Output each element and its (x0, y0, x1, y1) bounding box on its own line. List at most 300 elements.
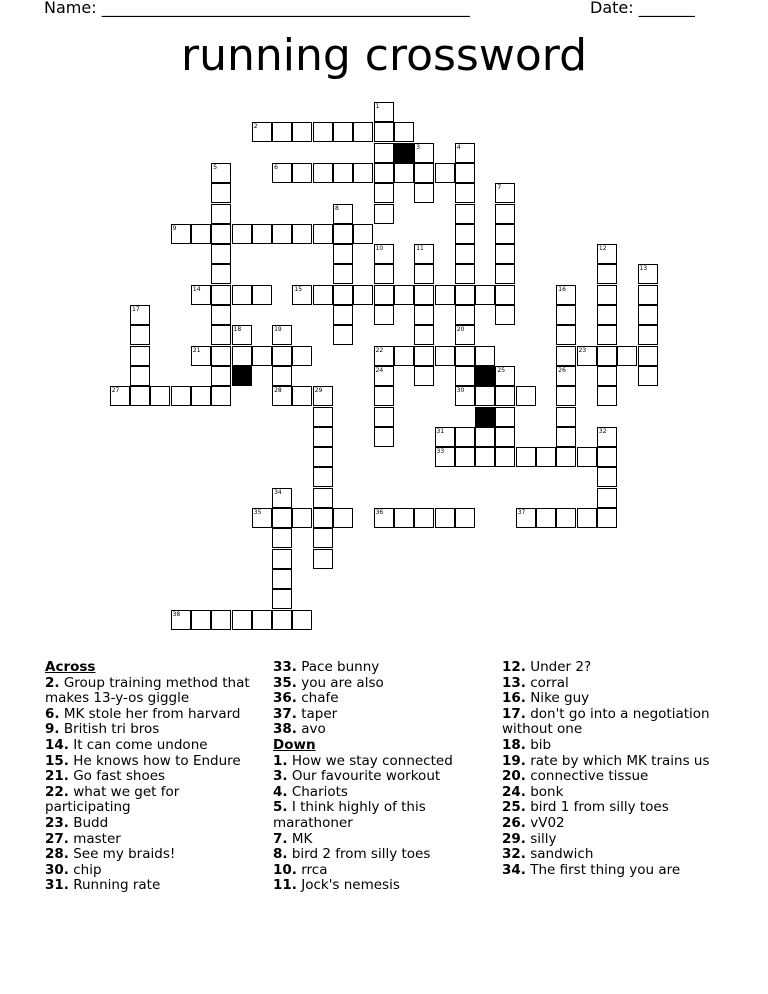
crossword-cell[interactable] (638, 305, 658, 325)
crossword-cell[interactable] (272, 549, 292, 569)
crossword-cell[interactable] (211, 610, 231, 630)
crossword-cell[interactable] (313, 122, 333, 142)
crossword-cell[interactable] (333, 264, 353, 284)
clue-item (502, 769, 722, 785)
crossword-cell[interactable] (597, 366, 617, 386)
clue-number: 7 (497, 184, 502, 192)
crossword-cell[interactable] (292, 610, 312, 630)
black-cell (232, 366, 252, 386)
crossword-cell[interactable] (556, 285, 576, 305)
clue-number: 13 (639, 265, 648, 273)
crossword-cell[interactable] (556, 346, 576, 366)
clue-column-1 (45, 660, 250, 894)
crossword-cell[interactable] (292, 163, 312, 183)
clue-text: sandwich (525, 846, 594, 863)
crossword-cell[interactable] (577, 346, 597, 366)
clue-text: corral (525, 674, 569, 691)
clue-number: 30 (456, 387, 465, 395)
page-title: running crossword (180, 30, 587, 81)
crossword-cell[interactable] (313, 224, 333, 244)
clue-number: 11 (416, 245, 424, 253)
clue-item (45, 722, 250, 738)
crossword-cell[interactable] (130, 366, 150, 386)
crossword-cell[interactable] (353, 122, 373, 142)
crossword-cell[interactable] (292, 285, 312, 305)
crossword-cell[interactable] (211, 204, 231, 224)
crossword-cell[interactable] (414, 163, 434, 183)
clue-number: 4 (456, 143, 461, 151)
crossword-cell[interactable] (374, 204, 394, 224)
clue-number: 22 (375, 346, 384, 354)
clue-number: 17 (132, 306, 140, 313)
crossword-cell[interactable] (374, 163, 394, 183)
crossword-cell[interactable] (313, 285, 333, 305)
crossword-cell[interactable] (495, 224, 515, 244)
crossword-cell[interactable] (333, 122, 353, 142)
crossword-cell[interactable] (374, 407, 394, 427)
crossword-cell[interactable] (556, 366, 576, 386)
crossword-cell[interactable] (272, 386, 292, 406)
crossword-cell[interactable] (516, 386, 536, 406)
clue-text: master (68, 830, 121, 847)
crossword-cell[interactable] (455, 305, 475, 325)
crossword-cell[interactable] (414, 508, 434, 528)
crossword-cell[interactable] (353, 285, 373, 305)
crossword-cell[interactable] (171, 224, 191, 244)
crossword-cell[interactable] (475, 346, 495, 366)
crossword-cell[interactable] (374, 264, 394, 284)
crossword-cell[interactable] (292, 224, 312, 244)
crossword-cell[interactable] (638, 264, 658, 284)
crossword-cell[interactable] (455, 386, 475, 406)
crossword-cell[interactable] (272, 224, 292, 244)
crossword-cell[interactable] (211, 325, 231, 345)
crossword-cell[interactable] (211, 305, 231, 325)
clue-number-label: 28. (45, 846, 69, 863)
crossword-cell[interactable] (556, 305, 576, 325)
crossword-cell[interactable] (638, 285, 658, 305)
crossword-cell[interactable] (191, 224, 211, 244)
crossword-cell[interactable] (130, 386, 150, 406)
clue-item (273, 863, 473, 879)
clue-text: Group training method that makes 13-y-os giggle (45, 674, 250, 707)
crossword-cell[interactable] (292, 508, 312, 528)
black-cell (475, 407, 495, 427)
crossword-cell[interactable] (495, 305, 515, 325)
crossword-cell[interactable] (414, 305, 434, 325)
crossword-cell[interactable] (536, 508, 556, 528)
crossword-cell[interactable] (211, 244, 231, 264)
crossword-cell[interactable] (313, 386, 333, 406)
crossword-cell[interactable] (292, 122, 312, 142)
clue-heading: Across (45, 659, 96, 675)
crossword-cell[interactable] (191, 610, 211, 630)
crossword-cell[interactable] (211, 285, 231, 305)
crossword-cell[interactable] (455, 366, 475, 386)
crossword-cell[interactable] (394, 163, 414, 183)
crossword-cell[interactable] (577, 508, 597, 528)
crossword-cell[interactable] (252, 285, 272, 305)
crossword-cell[interactable] (455, 427, 475, 447)
crossword-cell[interactable] (435, 427, 455, 447)
crossword-cell[interactable] (374, 244, 394, 264)
clue-text: It can come undone (68, 736, 208, 753)
clue-text: Our favourite workout (287, 768, 441, 785)
crossword-cell[interactable] (272, 508, 292, 528)
crossword-cell[interactable] (333, 325, 353, 345)
crossword-cell[interactable] (374, 285, 394, 305)
crossword-cell[interactable] (191, 285, 211, 305)
crossword-cell[interactable] (455, 143, 475, 163)
clue-number: 10 (375, 245, 384, 253)
crossword-cell[interactable] (414, 285, 434, 305)
clue-text: rate by which MK trains us (525, 752, 710, 769)
crossword-cell[interactable] (455, 264, 475, 284)
clue-number: 16 (558, 285, 566, 293)
clue-item (45, 754, 250, 770)
crossword-cell[interactable] (272, 346, 292, 366)
clue-number-label: 36. (273, 690, 297, 707)
crossword-cell[interactable] (475, 427, 495, 447)
clue-item (45, 878, 250, 894)
crossword-cell[interactable] (313, 447, 333, 467)
crossword-cell[interactable] (272, 122, 292, 142)
clue-number-label: 3. (273, 768, 288, 785)
crossword-cell[interactable] (455, 224, 475, 244)
crossword-cell[interactable] (435, 346, 455, 366)
clue-number: 19 (274, 326, 282, 334)
clue-item (273, 707, 473, 723)
crossword-cell[interactable] (495, 366, 515, 386)
crossword-cell[interactable] (414, 264, 434, 284)
crossword-cell[interactable] (211, 264, 231, 284)
crossword-cell[interactable] (455, 204, 475, 224)
crossword-cell[interactable] (353, 163, 373, 183)
crossword-cell[interactable] (272, 610, 292, 630)
clue-number-label: 22. (45, 783, 69, 800)
clue-column-2 (273, 660, 473, 894)
crossword-cell[interactable] (313, 549, 333, 569)
clue-item (45, 847, 250, 863)
crossword-cell[interactable] (272, 325, 292, 345)
crossword-cell[interactable] (333, 204, 353, 224)
crossword-cell[interactable] (252, 346, 272, 366)
crossword-cell[interactable] (150, 386, 170, 406)
crossword-cell[interactable] (556, 508, 576, 528)
crossword-cell[interactable] (374, 508, 394, 528)
crossword-cell[interactable] (333, 224, 353, 244)
crossword-cell[interactable] (313, 427, 333, 447)
crossword-cell[interactable] (171, 386, 191, 406)
crossword-cell[interactable] (374, 143, 394, 163)
clue-text: chafe (296, 690, 339, 707)
crossword-cell[interactable] (638, 346, 658, 366)
crossword-cell[interactable] (333, 305, 353, 325)
clue-text: rrca (296, 861, 328, 878)
crossword-cell[interactable] (495, 285, 515, 305)
crossword-cell[interactable] (313, 163, 333, 183)
crossword-cell[interactable] (475, 285, 495, 305)
crossword-cell[interactable] (232, 325, 252, 345)
crossword-cell[interactable] (110, 386, 130, 406)
clue-number: 33 (436, 448, 445, 456)
crossword-cell[interactable] (597, 264, 617, 284)
crossword-cell[interactable] (130, 305, 150, 325)
clue-item (273, 800, 473, 831)
crossword-cell[interactable] (252, 610, 272, 630)
clue-number-label: 20. (502, 768, 526, 785)
clue-number: 34 (274, 488, 282, 496)
crossword-cell[interactable] (597, 244, 617, 264)
clue-number-label: 19. (502, 752, 526, 769)
clue-number-label: 1. (273, 752, 288, 769)
crossword-cell[interactable] (313, 488, 333, 508)
crossword-cell[interactable] (638, 325, 658, 345)
clue-number-label: 32. (502, 846, 526, 863)
crossword-cell[interactable] (313, 467, 333, 487)
clue-number-label: 30. (45, 861, 69, 878)
clue-number-label: 29. (502, 830, 526, 847)
clue-text: British tri bros (59, 721, 160, 738)
crossword-cell[interactable] (495, 183, 515, 203)
crossword-cell[interactable] (516, 447, 536, 467)
crossword-cell[interactable] (495, 244, 515, 264)
clue-text: Go fast shoes (68, 768, 166, 785)
crossword-cell[interactable] (252, 508, 272, 528)
crossword-cell[interactable] (333, 163, 353, 183)
crossword-cell[interactable] (556, 447, 576, 467)
crossword-cell[interactable] (211, 346, 231, 366)
crossword-cell[interactable] (252, 122, 272, 142)
clue-number: 26 (558, 366, 566, 374)
crossword-cell[interactable] (374, 305, 394, 325)
crossword-cell[interactable] (556, 407, 576, 427)
clue-item (273, 754, 473, 770)
crossword-cell[interactable] (455, 447, 475, 467)
crossword-cell[interactable] (232, 285, 252, 305)
name-line: ______________________________________________ (101, 0, 470, 17)
crossword-cell[interactable] (617, 346, 637, 366)
clue-item (273, 878, 473, 894)
crossword-cell[interactable] (556, 325, 576, 345)
crossword-cell[interactable] (516, 508, 536, 528)
clue-number: 3 (416, 143, 421, 151)
crossword-cell[interactable] (211, 163, 231, 183)
crossword-cell[interactable] (394, 508, 414, 528)
crossword-cell[interactable] (455, 325, 475, 345)
clue-text: MK (287, 830, 313, 847)
clue-number-label: 5. (273, 799, 288, 816)
crossword-cell[interactable] (536, 447, 556, 467)
crossword-cell[interactable] (435, 285, 455, 305)
crossword-cell[interactable] (272, 589, 292, 609)
crossword-cell[interactable] (333, 244, 353, 264)
crossword-cell[interactable] (556, 386, 576, 406)
clue-text: Jock's nemesis (296, 877, 400, 894)
crossword-cell[interactable] (495, 204, 515, 224)
crossword-cell[interactable] (495, 407, 515, 427)
crossword-cell[interactable] (597, 325, 617, 345)
crossword-cell[interactable] (394, 285, 414, 305)
clue-text: Running rate (68, 877, 161, 894)
crossword-cell[interactable] (597, 488, 617, 508)
clue-item (502, 691, 722, 707)
crossword-cell[interactable] (333, 285, 353, 305)
crossword-cell[interactable] (272, 528, 292, 548)
crossword-cell[interactable] (455, 163, 475, 183)
crossword-cell[interactable] (597, 447, 617, 467)
crossword-cell[interactable] (435, 508, 455, 528)
crossword-cell[interactable] (597, 305, 617, 325)
crossword-cell[interactable] (475, 386, 495, 406)
clue-item (502, 707, 722, 738)
crossword-cell[interactable] (597, 467, 617, 487)
crossword-cell[interactable] (333, 508, 353, 528)
clue-number-label: 8. (273, 846, 288, 863)
clue-number-label: 31. (45, 877, 69, 894)
crossword-cell[interactable] (353, 224, 373, 244)
crossword-cell[interactable] (597, 386, 617, 406)
crossword-cell[interactable] (232, 224, 252, 244)
clue-number: 2 (253, 123, 258, 131)
crossword-cell[interactable] (455, 244, 475, 264)
clue-number: 5 (213, 163, 218, 171)
clue-text: bird 2 from silly toes (287, 846, 431, 863)
clue-number-label: 7. (273, 830, 288, 847)
crossword-cell[interactable] (556, 427, 576, 447)
crossword-cell[interactable] (597, 346, 617, 366)
crossword-cell[interactable] (272, 366, 292, 386)
clue-item (502, 800, 722, 816)
crossword-cell[interactable] (435, 163, 455, 183)
clue-text: See my braids! (68, 846, 176, 863)
black-cell (475, 366, 495, 386)
clue-item (45, 785, 250, 816)
crossword-cell[interactable] (414, 143, 434, 163)
clue-number: 35 (253, 509, 262, 516)
clue-item (502, 816, 722, 832)
clue-number-label: 9. (45, 721, 60, 738)
crossword-cell[interactable] (272, 488, 292, 508)
crossword-cell[interactable] (130, 346, 150, 366)
crossword-cell[interactable] (232, 346, 252, 366)
crossword-cell[interactable] (313, 508, 333, 528)
crossword-cell[interactable] (495, 264, 515, 284)
crossword-cell[interactable] (495, 427, 515, 447)
clue-text: bonk (525, 783, 564, 800)
crossword-cell[interactable] (495, 447, 515, 467)
crossword-cell[interactable] (374, 183, 394, 203)
crossword-cell[interactable] (455, 285, 475, 305)
crossword-cell[interactable] (374, 346, 394, 366)
clue-number: 8 (335, 204, 339, 212)
clue-text: Pace bunny (296, 659, 380, 675)
crossword-cell[interactable] (171, 610, 191, 630)
crossword-cell[interactable] (313, 407, 333, 427)
crossword-cell[interactable] (577, 447, 597, 467)
clue-number: 29 (314, 387, 323, 395)
clue-item (502, 660, 722, 676)
date-line: _______ (638, 0, 695, 17)
crossword-cell[interactable] (435, 447, 455, 467)
clue-item (45, 769, 250, 785)
crossword-cell[interactable] (374, 366, 394, 386)
clue-item (502, 738, 722, 754)
crossword-cell[interactable] (191, 386, 211, 406)
clue-number: 9 (172, 224, 177, 232)
crossword-cell[interactable] (394, 346, 414, 366)
crossword-cell[interactable] (374, 427, 394, 447)
crossword-cell[interactable] (313, 528, 333, 548)
crossword-cell[interactable] (374, 122, 394, 142)
crossword-cell[interactable] (272, 163, 292, 183)
clue-number: 24 (375, 366, 384, 374)
crossword-cell[interactable] (597, 508, 617, 528)
crossword-cell[interactable] (374, 386, 394, 406)
clue-number-label: 17. (502, 705, 526, 722)
crossword-cell[interactable] (292, 346, 312, 366)
crossword-cell[interactable] (211, 386, 231, 406)
crossword-cell[interactable] (638, 366, 658, 386)
clue-number: 27 (111, 387, 120, 395)
clue-number: 18 (233, 326, 242, 334)
clue-number-label: 4. (273, 783, 288, 800)
crossword-cell[interactable] (272, 569, 292, 589)
crossword-cell[interactable] (252, 224, 272, 244)
crossword-cell[interactable] (414, 183, 434, 203)
clue-number: 21 (192, 346, 201, 354)
crossword-cell[interactable] (455, 183, 475, 203)
crossword-cell[interactable] (414, 244, 434, 264)
clue-number: 38 (172, 610, 181, 618)
crossword-cell[interactable] (414, 325, 434, 345)
clue-number-label: 16. (502, 690, 526, 707)
crossword-cell[interactable] (455, 508, 475, 528)
clue-text: taper (296, 705, 338, 722)
clue-number-label: 12. (502, 659, 526, 675)
crossword-cell[interactable] (475, 447, 495, 467)
clue-number: 12 (598, 245, 607, 253)
clue-text: The first thing you are (525, 861, 681, 878)
clue-item (273, 676, 473, 692)
crossword-cell[interactable] (455, 346, 475, 366)
clue-item (502, 754, 722, 770)
crossword-cell[interactable] (130, 325, 150, 345)
crossword-cell[interactable] (191, 346, 211, 366)
clue-number: 20 (456, 326, 465, 334)
crossword-cell[interactable] (597, 285, 617, 305)
crossword-cell[interactable] (597, 427, 617, 447)
clue-item (502, 676, 722, 692)
clue-item (273, 660, 473, 676)
clue-text: He knows how to Endure (68, 752, 241, 769)
crossword-cell[interactable] (394, 122, 414, 142)
crossword-cell[interactable] (211, 183, 231, 203)
clue-item (45, 816, 250, 832)
crossword-cell[interactable] (414, 366, 434, 386)
crossword-cell[interactable] (414, 346, 434, 366)
crossword-cell[interactable] (211, 366, 231, 386)
clue-text: don't go into a negotiation without one (502, 705, 710, 738)
crossword-cell[interactable] (495, 386, 515, 406)
crossword-cell[interactable] (211, 224, 231, 244)
clue-item (273, 691, 473, 707)
clue-text: MK stole her from harvard (59, 705, 241, 722)
clue-text: Budd (68, 814, 109, 831)
crossword-cell[interactable] (232, 610, 252, 630)
crossword-cell[interactable] (374, 102, 394, 122)
crossword-cell[interactable] (292, 386, 312, 406)
